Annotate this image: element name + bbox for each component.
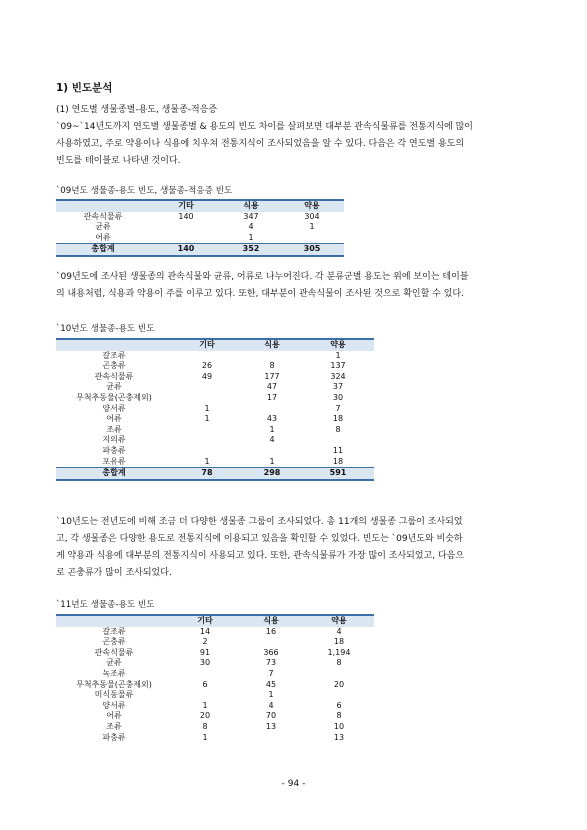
intro-line: 빈도를 테이블로 나타낸 것이다.: [56, 156, 181, 166]
cell: [302, 435, 374, 446]
table-row: [56, 658, 374, 669]
table-row: [56, 212, 344, 223]
cell: 1: [248, 232, 254, 242]
cell: 1: [204, 403, 210, 413]
cell: 366: [263, 647, 279, 657]
cell: [172, 382, 242, 393]
cell: [172, 393, 242, 404]
subsection-title: (1) 연도별 생물종별-용도, 생물종-적응증: [56, 105, 218, 115]
cell: 70: [265, 711, 277, 721]
table-row: [56, 680, 374, 691]
cell: 43: [266, 414, 278, 424]
header-cell: 약용: [304, 615, 374, 627]
cell: 137: [330, 361, 346, 371]
table-2010: [56, 338, 374, 481]
table-2011: [56, 614, 374, 743]
paragraph-line: 고, 각 생물종은 다양한 용도로 전통지식에 이용되고 있음을 확인할 수 있었다. 빈도는 `09년도와 비슷하: [56, 534, 463, 544]
paragraph-line: 의 내용처럼, 식용과 약용이 주를 이루고 있다. 또한, 대부분이 관속식물이 조사된 것으로 확인할 수 있다.: [56, 289, 464, 299]
header-cell: [56, 339, 172, 351]
cell: 8: [336, 658, 342, 668]
cell: 1: [204, 456, 210, 466]
table-row: [56, 722, 374, 733]
table-row: [56, 233, 344, 244]
table-row: [56, 372, 374, 383]
cell: 1: [202, 732, 208, 742]
table-row: [56, 425, 374, 436]
table-header-row: [56, 615, 374, 627]
row-label: 미식동물류: [94, 690, 134, 700]
cell: [304, 669, 374, 680]
table-2009-caption: `09년도 생물종-용도 빈도, 생물종-적응증 빈도: [56, 186, 233, 196]
row-label: 갈조류: [102, 350, 126, 360]
total-label: 총합계: [56, 468, 172, 480]
cell: [242, 446, 302, 457]
row-label: 갈조류: [102, 626, 126, 636]
cell: [304, 690, 374, 701]
row-label: 녹조류: [102, 668, 126, 678]
intro-paragraph: [56, 119, 532, 170]
cell: 304: [304, 211, 320, 221]
paragraph-line: 게 약용과 식용에 대부분의 전통지식이 사용되고 있다. 또한, 관속식물류가 가장 많이 조사되었고, 다음으: [56, 551, 465, 561]
cell: 8: [202, 721, 208, 731]
cell: 8: [336, 711, 342, 721]
cell: 1: [269, 424, 275, 434]
paragraph-2009: [56, 269, 532, 303]
cell: 16: [265, 626, 277, 636]
total-label: 총합계: [56, 244, 150, 256]
cell: 37: [332, 382, 344, 392]
cell: [172, 690, 238, 701]
table-row: [56, 361, 374, 372]
row-label: 어류: [106, 414, 122, 424]
total-cell: 591: [302, 468, 374, 480]
cell: 4: [269, 435, 275, 445]
paragraph-line: `09년도에 조사된 생물종의 관속식물와 균류, 어류로 나누어진다. 각 분류군별 용도는 위에 보이는 테이블: [56, 272, 469, 282]
cell: 30: [332, 392, 344, 402]
table-row: [56, 404, 374, 415]
row-label: 어류: [106, 711, 122, 721]
table-row: [56, 690, 374, 701]
cell: 10: [333, 721, 345, 731]
cell: 4: [336, 626, 342, 636]
header-cell: 식용: [242, 339, 302, 351]
table-row: [56, 637, 374, 648]
header-cell: 기타: [150, 200, 222, 212]
row-label: 조류: [106, 721, 122, 731]
total-cell: 298: [242, 468, 302, 480]
header-cell: 약용: [280, 200, 344, 212]
cell: 13: [265, 721, 277, 731]
header-cell: 식용: [222, 200, 280, 212]
intro-line: `09~`14년도까지 연도별 생물종별 & 용도의 빈도 차이를 살펴보면 대부분 관속식물류를 전통지식에 많이: [56, 122, 474, 132]
table-row: [56, 446, 374, 457]
table-2011-caption: `11년도 생물종-용도 빈도: [56, 600, 155, 610]
table-row: [56, 627, 374, 638]
intro-line: 사용하였고, 주로 약용이나 식용에 치우쳐 전통지식이 조사되었음을 알 수 있다. 다음은 각 연도별 용도의: [56, 139, 465, 149]
cell: [242, 351, 302, 362]
row-label: 곤충류: [102, 637, 126, 647]
cell: 47: [266, 382, 278, 392]
total-cell: 78: [172, 468, 242, 480]
row-label: 곤충류: [102, 361, 126, 371]
cell: 177: [264, 371, 280, 381]
cell: 140: [178, 211, 194, 221]
section-title: 1) 빈도분석: [56, 82, 113, 94]
cell: 17: [266, 392, 278, 402]
table-row: [56, 351, 374, 362]
row-label: 포유류: [102, 456, 126, 466]
paragraph-line: 로 곤충류가 많이 조사되었다.: [56, 568, 172, 578]
cell: [172, 351, 242, 362]
cell: 6: [336, 700, 342, 710]
row-label: 관속식물류: [83, 211, 123, 221]
table-2010-caption: `10년도 생물종-용도 빈도: [56, 324, 155, 334]
table-row: [56, 435, 374, 446]
table-row: [56, 648, 374, 659]
row-label: 파충류: [102, 445, 126, 455]
paragraph-2010: [56, 514, 532, 582]
cell: 1: [204, 414, 210, 424]
row-label: 지의류: [102, 435, 126, 445]
cell: 18: [332, 414, 344, 424]
row-label: 관속식물류: [94, 371, 134, 381]
cell: 45: [265, 679, 277, 689]
cell: 1: [202, 700, 208, 710]
cell: 8: [335, 424, 341, 434]
row-label: 균류: [106, 382, 122, 392]
table-row: [56, 669, 374, 680]
row-label: 어류: [95, 232, 111, 242]
row-label: 양서류: [102, 700, 126, 710]
cell: [242, 404, 302, 415]
cell: 91: [199, 647, 211, 657]
cell: [172, 435, 242, 446]
cell: 1: [335, 350, 341, 360]
cell: 8: [269, 361, 275, 371]
cell: 30: [199, 658, 211, 668]
cell: [172, 669, 238, 680]
table-total-row: [56, 468, 374, 480]
header-cell: [56, 615, 172, 627]
table-header-row: [56, 339, 374, 351]
header-cell: 기타: [172, 339, 242, 351]
cell: 4: [268, 700, 274, 710]
total-cell: 352: [222, 244, 280, 256]
cell: 73: [265, 658, 277, 668]
total-cell: 140: [150, 244, 222, 256]
cell: 18: [332, 456, 344, 466]
row-label: 양서류: [102, 403, 126, 413]
row-label: 조류: [106, 424, 122, 434]
table-row: [56, 382, 374, 393]
table-header-row: [56, 200, 344, 212]
row-label: 파충류: [102, 732, 126, 742]
paragraph-line: `10년도는 전년도에 비해 조금 더 다양한 생물종 그룹이 조사되었다. 총 11개의 생물종 그룹이 조사되었: [56, 517, 463, 527]
header-cell: 식용: [238, 615, 304, 627]
cell: [150, 222, 222, 233]
cell: [238, 637, 304, 648]
cell: 1: [268, 690, 274, 700]
row-label: 관속식물류: [94, 647, 134, 657]
cell: 1: [309, 222, 315, 232]
table-row: [56, 393, 374, 404]
table-row: [56, 457, 374, 468]
cell: 18: [333, 637, 345, 647]
cell: 14: [199, 626, 211, 636]
cell: 26: [201, 361, 213, 371]
cell: 20: [333, 679, 345, 689]
cell: 49: [201, 371, 213, 381]
row-label: 균류: [95, 222, 111, 232]
row-label: 균류: [106, 658, 122, 668]
cell: 7: [335, 403, 341, 413]
cell: 347: [243, 211, 259, 221]
cell: 13: [333, 732, 345, 742]
table-row: [56, 733, 374, 744]
page-number: - 94 -: [281, 779, 306, 789]
cell: 11: [332, 445, 344, 455]
row-label: 무척추동물(곤충제외): [76, 392, 152, 402]
table-2009: [56, 199, 344, 257]
table-total-row: [56, 244, 344, 256]
table-row: [56, 701, 374, 712]
cell: 6: [202, 679, 208, 689]
cell: 4: [248, 222, 254, 232]
table-row: [56, 222, 344, 233]
cell: [238, 733, 304, 744]
cell: [150, 233, 222, 244]
table-row: [56, 711, 374, 722]
header-cell: [56, 200, 150, 212]
cell: 1,194: [327, 647, 351, 657]
cell: 2: [202, 637, 208, 647]
cell: [172, 425, 242, 436]
cell: 324: [330, 371, 346, 381]
header-cell: 약용: [302, 339, 374, 351]
cell: [172, 446, 242, 457]
cell: 1: [269, 456, 275, 466]
cell: 7: [268, 668, 274, 678]
header-cell: 기타: [172, 615, 238, 627]
table-row: [56, 414, 374, 425]
cell: 20: [199, 711, 211, 721]
total-cell: 305: [280, 244, 344, 256]
cell: [280, 233, 344, 244]
row-label: 무척추동물(곤충제외): [76, 679, 152, 689]
